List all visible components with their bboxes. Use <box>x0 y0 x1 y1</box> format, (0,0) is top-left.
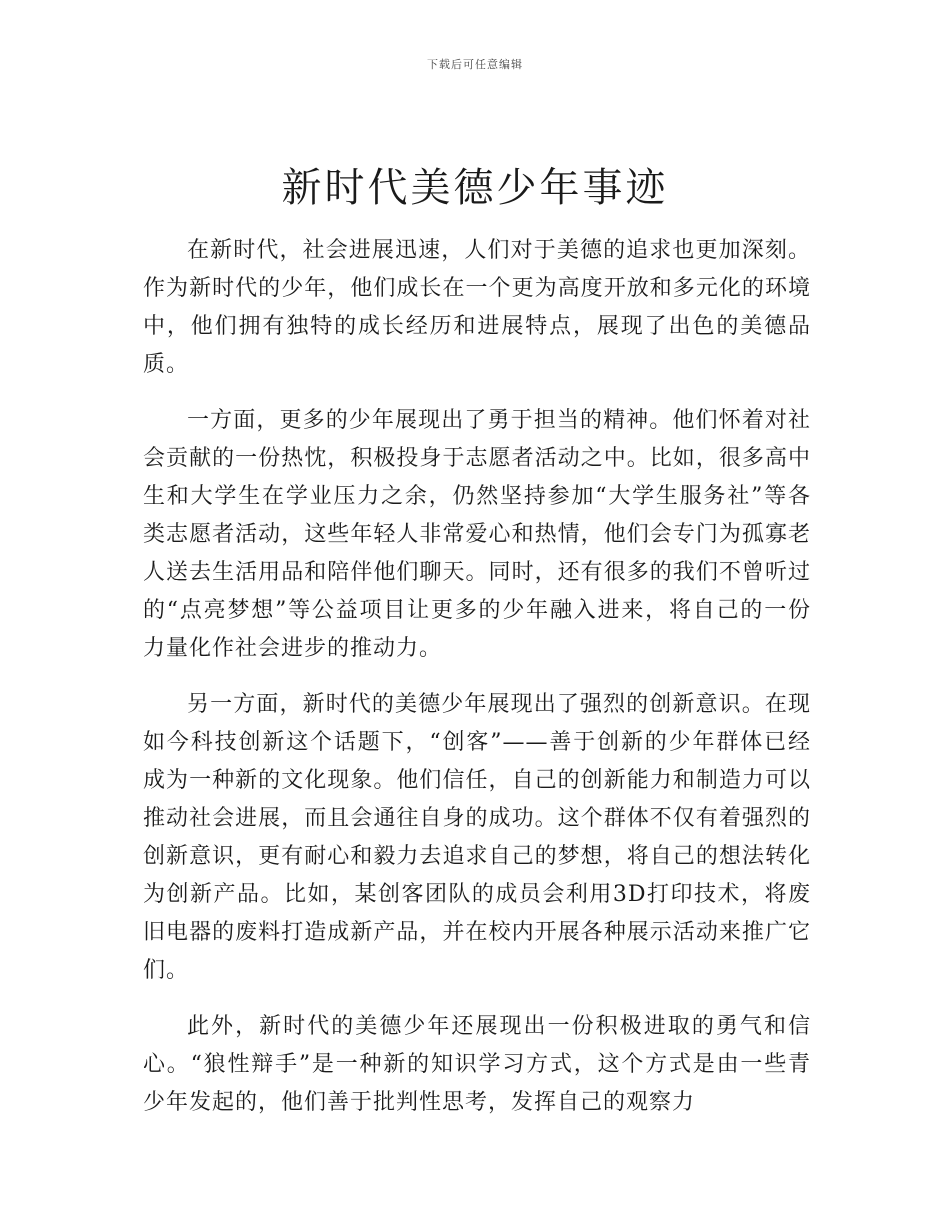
paragraph-3: 另一方面，新时代的美德少年展现出了强烈的创新意识。在现如今科技创新这个话题下，“创客”——善于创新的少年群体已经成为一种新的文化现象。他们信任，自己的创新能力和制造力可以推动社会进展，而且会通往自身的成功。这个群体不仅有着强烈的创新意识，更有耐心和毅力去追求自己的梦想，将自己的想法转化为创新产品。比如，某创客团队的成员会利用3D打印技术，将废旧电器的废料打造成新产品，并在校内开展各种展示活动来推广它们。 <box>143 692 811 983</box>
document-body <box>143 232 811 1140</box>
paragraph-4: 此外，新时代的美德少年还展现出一份积极进取的勇气和信心。“狼性辩手”是一种新的知识学习方式，这个方式是由一些青少年发起的，他们善于批判性思考，发挥自己的观察力 <box>143 1014 811 1115</box>
header-note: 下载后可任意编辑 <box>427 58 523 71</box>
paragraph-1: 在新时代，社会进展迅速，人们对于美德的追求也更加深刻。作为新时代的少年，他们成长在一个更为高度开放和多元化的环境中，他们拥有独特的成长经历和进展特点，展现了出色的美德品质。 <box>143 238 811 377</box>
document-title: 新时代美德少年事迹 <box>281 165 669 211</box>
paragraph-2: 一方面，更多的少年展现出了勇于担当的精神。他们怀着对社会贡献的一份热忱，积极投身于志愿者活动之中。比如，很多高中生和大学生在学业压力之余，仍然坚持参加“大学生服务社”等各类志愿者活动，这些年轻人非常爱心和热情，他们会专门为孤寡老人送去生活用品和陪伴他们聊天。同时，还有很多的我们不曾听过的“点亮梦想”等公益项目让更多的少年融入进来，将自己的一份力量化作社会进步的推动力。 <box>143 408 811 661</box>
